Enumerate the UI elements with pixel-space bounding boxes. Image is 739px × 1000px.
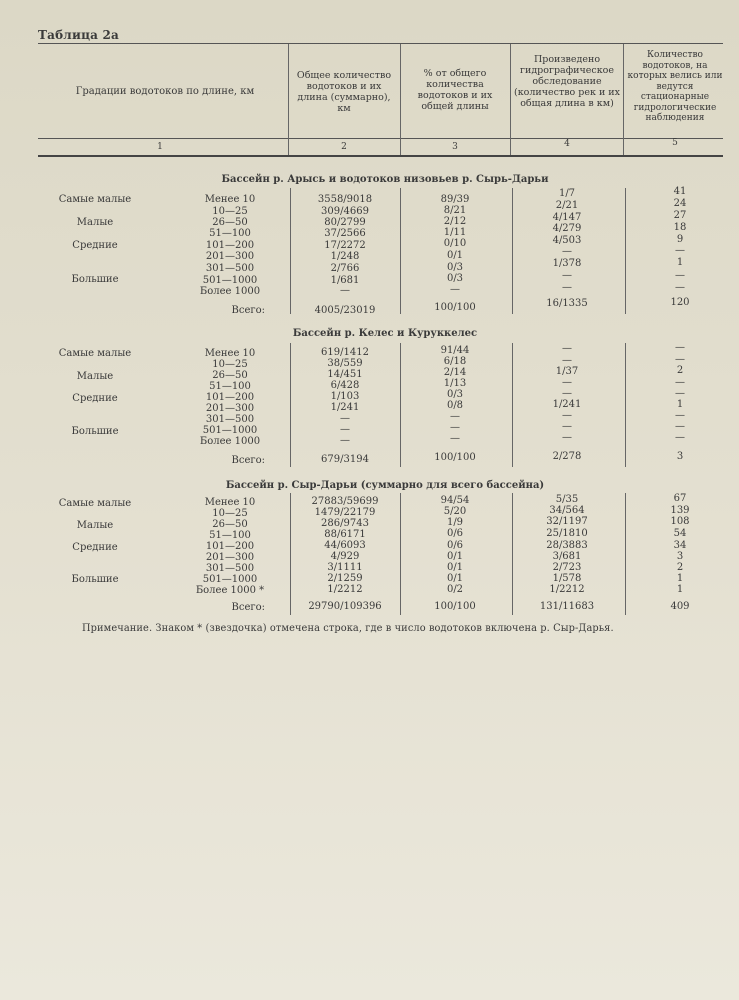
survey-cell: — bbox=[562, 421, 572, 432]
range-cell: 501—1000 bbox=[202, 574, 258, 585]
range-cell: 301—500 bbox=[205, 414, 255, 425]
survey-cell: 3/681 bbox=[552, 551, 582, 562]
range-cell: 101—200 bbox=[205, 240, 255, 251]
survey-cell: 28/3883 bbox=[546, 540, 588, 551]
header-bottom-rule bbox=[38, 155, 723, 157]
percent-cell: 8/21 bbox=[443, 205, 467, 216]
stations-cell: — bbox=[675, 354, 685, 365]
stations-cell: 9 bbox=[676, 234, 684, 245]
column-divider bbox=[625, 493, 626, 615]
range-cell: Более 1000 * bbox=[195, 585, 265, 596]
count-length-cell: — bbox=[340, 413, 350, 424]
section-title: Бассейн р. Келес и Куруккелес bbox=[292, 328, 478, 339]
survey-cell: 1/378 bbox=[552, 258, 582, 269]
survey-cell: 25/1810 bbox=[546, 528, 588, 539]
stations-cell: — bbox=[675, 377, 685, 388]
category-label: Большие bbox=[71, 274, 119, 285]
range-cell: 501—1000 bbox=[202, 275, 258, 286]
percent-cell: 0/6 bbox=[446, 540, 464, 551]
header-divider bbox=[623, 44, 624, 155]
percent-cell: 0/1 bbox=[446, 573, 464, 584]
stations-cell: 1 bbox=[676, 257, 684, 268]
survey-cell: — bbox=[562, 377, 572, 388]
column-number: 4 bbox=[564, 139, 570, 149]
column-number: 3 bbox=[452, 142, 458, 152]
count-length-cell: 1/248 bbox=[330, 251, 360, 262]
survey-cell: — bbox=[562, 270, 572, 281]
percent-cell: 0/3 bbox=[446, 389, 464, 400]
total-percent: 100/100 bbox=[434, 302, 476, 313]
category-label: Малые bbox=[76, 217, 114, 228]
stations-cell: — bbox=[675, 421, 685, 432]
count-length-cell: 14/451 bbox=[327, 369, 363, 380]
count-length-cell: — bbox=[340, 435, 350, 446]
percent-cell: 0/10 bbox=[443, 238, 467, 249]
total-count-length: 29790/109396 bbox=[308, 601, 382, 612]
range-cell: 10—25 bbox=[212, 359, 248, 370]
percent-cell: 0/3 bbox=[446, 273, 464, 284]
survey-cell: 1/578 bbox=[552, 573, 582, 584]
percent-cell: 0/1 bbox=[446, 250, 464, 261]
survey-cell: 1/241 bbox=[552, 399, 582, 410]
range-cell: 26—50 bbox=[212, 519, 248, 530]
survey-cell: — bbox=[562, 282, 572, 293]
total-label: Всего: bbox=[231, 455, 265, 466]
count-length-cell: 4/929 bbox=[330, 551, 360, 562]
range-cell: 501—1000 bbox=[202, 425, 258, 436]
total-survey: 16/1335 bbox=[546, 298, 588, 309]
category-label: Самые малые bbox=[58, 194, 132, 205]
header-divider bbox=[288, 44, 289, 155]
range-cell: Менее 10 bbox=[204, 348, 256, 359]
total-stations: 409 bbox=[670, 601, 690, 612]
count-length-cell: 2/1259 bbox=[327, 573, 363, 584]
survey-cell: 4/503 bbox=[552, 235, 582, 246]
stations-cell: 41 bbox=[673, 186, 687, 197]
percent-cell: 5/20 bbox=[443, 506, 467, 517]
survey-cell: 32/1197 bbox=[546, 516, 588, 527]
count-length-cell: 6/428 bbox=[330, 380, 360, 391]
percent-cell: 0/6 bbox=[446, 528, 464, 539]
header-top-rule bbox=[38, 43, 723, 44]
count-length-cell: 2/766 bbox=[330, 263, 360, 274]
stations-cell: 2 bbox=[676, 562, 684, 573]
percent-cell: 0/3 bbox=[446, 262, 464, 273]
range-cell: 10—25 bbox=[212, 508, 248, 519]
survey-cell: 1/2212 bbox=[549, 584, 585, 595]
range-cell: 301—500 bbox=[205, 263, 255, 274]
stations-cell: 27 bbox=[673, 210, 687, 221]
range-cell: Менее 10 bbox=[204, 194, 256, 205]
percent-cell: 6/18 bbox=[443, 356, 467, 367]
count-length-cell: 27883/59699 bbox=[311, 496, 379, 507]
survey-cell: — bbox=[562, 388, 572, 399]
header-mid-rule bbox=[38, 138, 723, 139]
range-cell: 201—300 bbox=[205, 403, 255, 414]
category-label: Большие bbox=[71, 574, 119, 585]
total-survey: 131/11683 bbox=[539, 601, 595, 612]
percent-cell: 1/13 bbox=[443, 378, 467, 389]
survey-cell: 5/35 bbox=[555, 494, 579, 505]
stations-cell: — bbox=[675, 342, 685, 353]
header-col2: Общее количество водотоков и их длина (суммарно), км bbox=[296, 70, 392, 114]
count-length-cell: 38/559 bbox=[327, 358, 363, 369]
survey-cell: 1/7 bbox=[558, 188, 576, 199]
range-cell: 51—100 bbox=[209, 381, 251, 392]
percent-cell: 0/2 bbox=[446, 584, 464, 595]
stations-cell: — bbox=[675, 245, 685, 256]
count-length-cell: 1/103 bbox=[330, 391, 360, 402]
survey-cell: — bbox=[562, 410, 572, 421]
stations-cell: 1 bbox=[676, 399, 684, 410]
stations-cell: 54 bbox=[673, 528, 687, 539]
stations-cell: — bbox=[675, 282, 685, 293]
range-cell: 101—200 bbox=[205, 541, 255, 552]
survey-cell: — bbox=[562, 355, 572, 366]
count-length-cell: 37/2566 bbox=[324, 228, 366, 239]
count-length-cell: 3558/9018 bbox=[317, 194, 373, 205]
header-col4: Произведено гидрографическое обследование (количество рек и их общая длина в км) bbox=[514, 54, 620, 109]
count-length-cell: 1/241 bbox=[330, 402, 360, 413]
survey-cell: 2/723 bbox=[552, 562, 582, 573]
range-cell: 101—200 bbox=[205, 392, 255, 403]
category-label: Средние bbox=[72, 240, 118, 251]
percent-cell: — bbox=[450, 284, 460, 295]
table-title: Таблица 2а bbox=[38, 28, 120, 42]
total-stations: 120 bbox=[670, 297, 690, 308]
total-stations: 3 bbox=[676, 451, 684, 462]
percent-cell: 2/14 bbox=[443, 367, 467, 378]
total-count-length: 4005/23019 bbox=[314, 305, 376, 316]
range-cell: Более 1000 bbox=[199, 286, 261, 297]
category-label: Средние bbox=[72, 542, 118, 553]
stations-cell: 139 bbox=[670, 505, 690, 516]
category-label: Малые bbox=[76, 371, 114, 382]
percent-cell: 1/11 bbox=[443, 227, 467, 238]
stations-cell: 18 bbox=[673, 222, 687, 233]
percent-cell: 0/1 bbox=[446, 562, 464, 573]
stations-cell: — bbox=[675, 410, 685, 421]
percent-cell: 0/8 bbox=[446, 400, 464, 411]
column-number: 5 bbox=[672, 138, 678, 148]
survey-cell: — bbox=[562, 246, 572, 257]
count-length-cell: 1/2212 bbox=[327, 584, 363, 595]
count-length-cell: — bbox=[340, 424, 350, 435]
header-col1: Градации водотоков по длине, км bbox=[75, 86, 255, 97]
survey-cell: 34/564 bbox=[549, 505, 585, 516]
survey-cell: 2/21 bbox=[555, 200, 579, 211]
total-percent: 100/100 bbox=[434, 601, 476, 612]
percent-cell: 94/54 bbox=[440, 495, 470, 506]
stations-cell: 3 bbox=[676, 551, 684, 562]
count-length-cell: 1/681 bbox=[330, 275, 360, 286]
stations-cell: — bbox=[675, 388, 685, 399]
stations-cell: — bbox=[675, 432, 685, 443]
stations-cell: — bbox=[675, 270, 685, 281]
total-label: Всего: bbox=[231, 305, 265, 316]
stations-cell: 34 bbox=[673, 540, 687, 551]
header-divider bbox=[400, 44, 401, 155]
percent-cell: 1/9 bbox=[446, 517, 464, 528]
range-cell: 51—100 bbox=[209, 530, 251, 541]
survey-cell: 4/147 bbox=[552, 212, 582, 223]
count-length-cell: 1479/22179 bbox=[314, 507, 376, 518]
column-divider bbox=[625, 343, 626, 467]
total-label: Всего: bbox=[231, 602, 265, 613]
category-label: Большие bbox=[71, 426, 119, 437]
percent-cell: — bbox=[450, 422, 460, 433]
survey-cell: — bbox=[562, 432, 572, 443]
range-cell: Менее 10 bbox=[204, 497, 256, 508]
count-length-cell: 44/6093 bbox=[324, 540, 366, 551]
count-length-cell: 619/1412 bbox=[321, 347, 369, 358]
survey-cell: 1/37 bbox=[555, 366, 579, 377]
range-cell: 10—25 bbox=[212, 206, 248, 217]
range-cell: 301—500 bbox=[205, 563, 255, 574]
stations-cell: 24 bbox=[673, 198, 687, 209]
category-label: Самые малые bbox=[58, 348, 132, 359]
range-cell: 201—300 bbox=[205, 251, 255, 262]
column-divider bbox=[625, 188, 626, 314]
percent-cell: 91/44 bbox=[440, 345, 470, 356]
category-label: Средние bbox=[72, 393, 118, 404]
range-cell: Более 1000 bbox=[199, 436, 261, 447]
category-label: Самые малые bbox=[58, 498, 132, 509]
range-cell: 26—50 bbox=[212, 370, 248, 381]
count-length-cell: 80/2799 bbox=[324, 217, 366, 228]
total-count-length: 679/3194 bbox=[321, 454, 369, 465]
header-col3: % от общего количества водотоков и их общей длины bbox=[417, 68, 493, 112]
section-title: Бассейн р. Сыр-Дарьи (суммарно для всего бассейна) bbox=[225, 480, 545, 491]
stations-cell: 1 bbox=[676, 573, 684, 584]
survey-cell: — bbox=[562, 343, 572, 354]
range-cell: 51—100 bbox=[209, 228, 251, 239]
total-survey: 2/278 bbox=[552, 451, 582, 462]
count-length-cell: — bbox=[340, 285, 350, 296]
stations-cell: 67 bbox=[673, 493, 687, 504]
total-percent: 100/100 bbox=[434, 452, 476, 463]
percent-cell: 0/1 bbox=[446, 551, 464, 562]
column-number: 2 bbox=[341, 142, 347, 152]
percent-cell: 2/12 bbox=[443, 216, 467, 227]
count-length-cell: 286/9743 bbox=[321, 518, 369, 529]
header-col5: Количество водотоков, на которых велись или ведутся стационарные гидрологические наблюдения bbox=[627, 50, 723, 123]
header-divider bbox=[510, 44, 511, 155]
percent-cell: — bbox=[450, 411, 460, 422]
count-length-cell: 309/4669 bbox=[321, 206, 369, 217]
section-title: Бассейн р. Арысь и водотоков низовьев р. Сырь-Дарьи bbox=[221, 174, 549, 185]
count-length-cell: 3/1111 bbox=[327, 562, 363, 573]
column-number: 1 bbox=[157, 142, 163, 152]
count-length-cell: 17/2272 bbox=[324, 240, 366, 251]
stations-cell: 108 bbox=[670, 516, 690, 527]
percent-cell: — bbox=[450, 433, 460, 444]
percent-cell: 89/39 bbox=[440, 194, 470, 205]
survey-cell: 4/279 bbox=[552, 223, 582, 234]
range-cell: 26—50 bbox=[212, 217, 248, 228]
stations-cell: 1 bbox=[676, 584, 684, 595]
count-length-cell: 88/6171 bbox=[324, 529, 366, 540]
table-note: Примечание. Знаком * (звездочка) отмечена строка, где в число водотоков включена р. Сыр-Дарья. bbox=[82, 623, 614, 634]
stations-cell: 2 bbox=[676, 365, 684, 376]
category-label: Малые bbox=[76, 520, 114, 531]
range-cell: 201—300 bbox=[205, 552, 255, 563]
